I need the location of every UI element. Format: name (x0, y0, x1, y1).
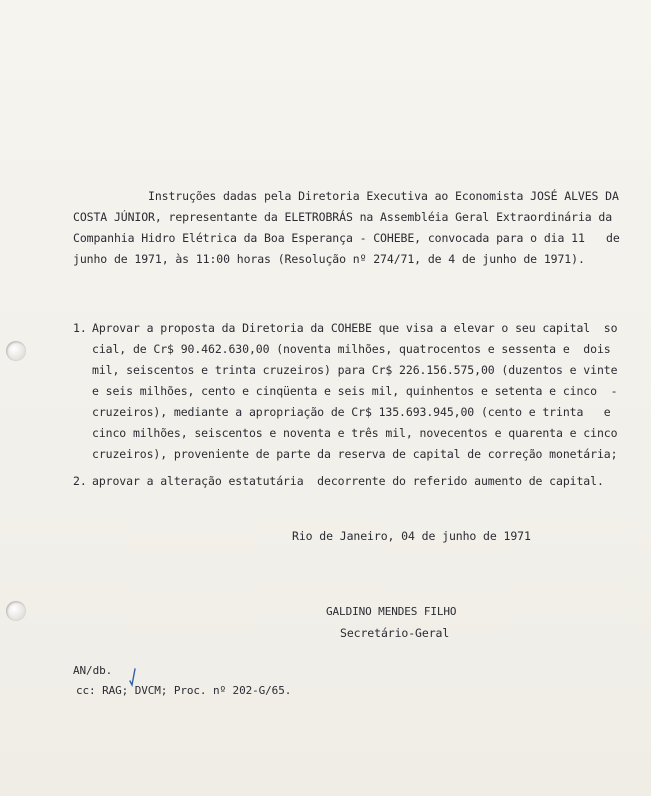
item-1-line-6: cinco milhões, seiscentos e noventa e três mil, novecentos e quarenta e cinco (92, 426, 618, 440)
place-date: Rio de Janeiro, 04 de junho de 1971 (292, 529, 531, 543)
header-line-3a: Companhia Hidro Elétrica da Boa Esperança - COHEBE, convocada para o dia 11 (73, 231, 585, 245)
item-1-line-5: cruzeiros), mediante a apropriação de Cr$ 135.693.945,00 (cento e trinta e (92, 405, 611, 419)
blue-check-mark-icon (128, 668, 138, 688)
item-1-line-4: e seis milhões, cento e cinqüenta e seis mil, quinhentos e setenta e cinco - (92, 384, 618, 398)
item-1-line-2: cial, de Cr$ 90.462.630,00 (noventa milhões, quatrocentos e sessenta e dois (92, 342, 611, 356)
item-1-line-7: cruzeiros), proveniente de parte da reserva de capital de correção monetária; (92, 447, 618, 461)
header-line-2: COSTA JÚNIOR, representante da ELETROBRÁS na Assembléia Geral Extraordinária da (73, 210, 613, 224)
header-line-1: Instruções dadas pela Diretoria Executiva ao Economista JOSÉ ALVES DA (148, 189, 619, 203)
item-1-line-1: Aprovar a proposta da Diretoria da COHEBE que visa a elevar o seu capital so (92, 321, 618, 335)
item-2-number: 2. (73, 474, 87, 488)
signature-name: GALDINO MENDES FILHO (326, 605, 457, 618)
item-1-number: 1. (73, 321, 87, 335)
footer-cc: cc: RAG; DVCM; Proc. nº 202-G/65. (76, 684, 292, 697)
punch-hole-bottom (6, 601, 26, 621)
item-2-line-1: aprovar a alteração estatutária decorrente do referido aumento de capital. (92, 474, 604, 488)
header-line-3b: de (606, 231, 620, 245)
signature-title: Secretário-Geral (340, 626, 450, 640)
header-line-4: junho de 1971, às 11:00 horas (Resolução nº 274/71, de 4 de junho de 1971). (73, 252, 585, 266)
item-1-line-3: mil, seiscentos e trinta cruzeiros) para Cr$ 226.156.575,00 (duzentos e vinte (92, 363, 618, 377)
footer-initials: AN/db. (73, 664, 113, 677)
punch-hole-top (6, 341, 26, 361)
